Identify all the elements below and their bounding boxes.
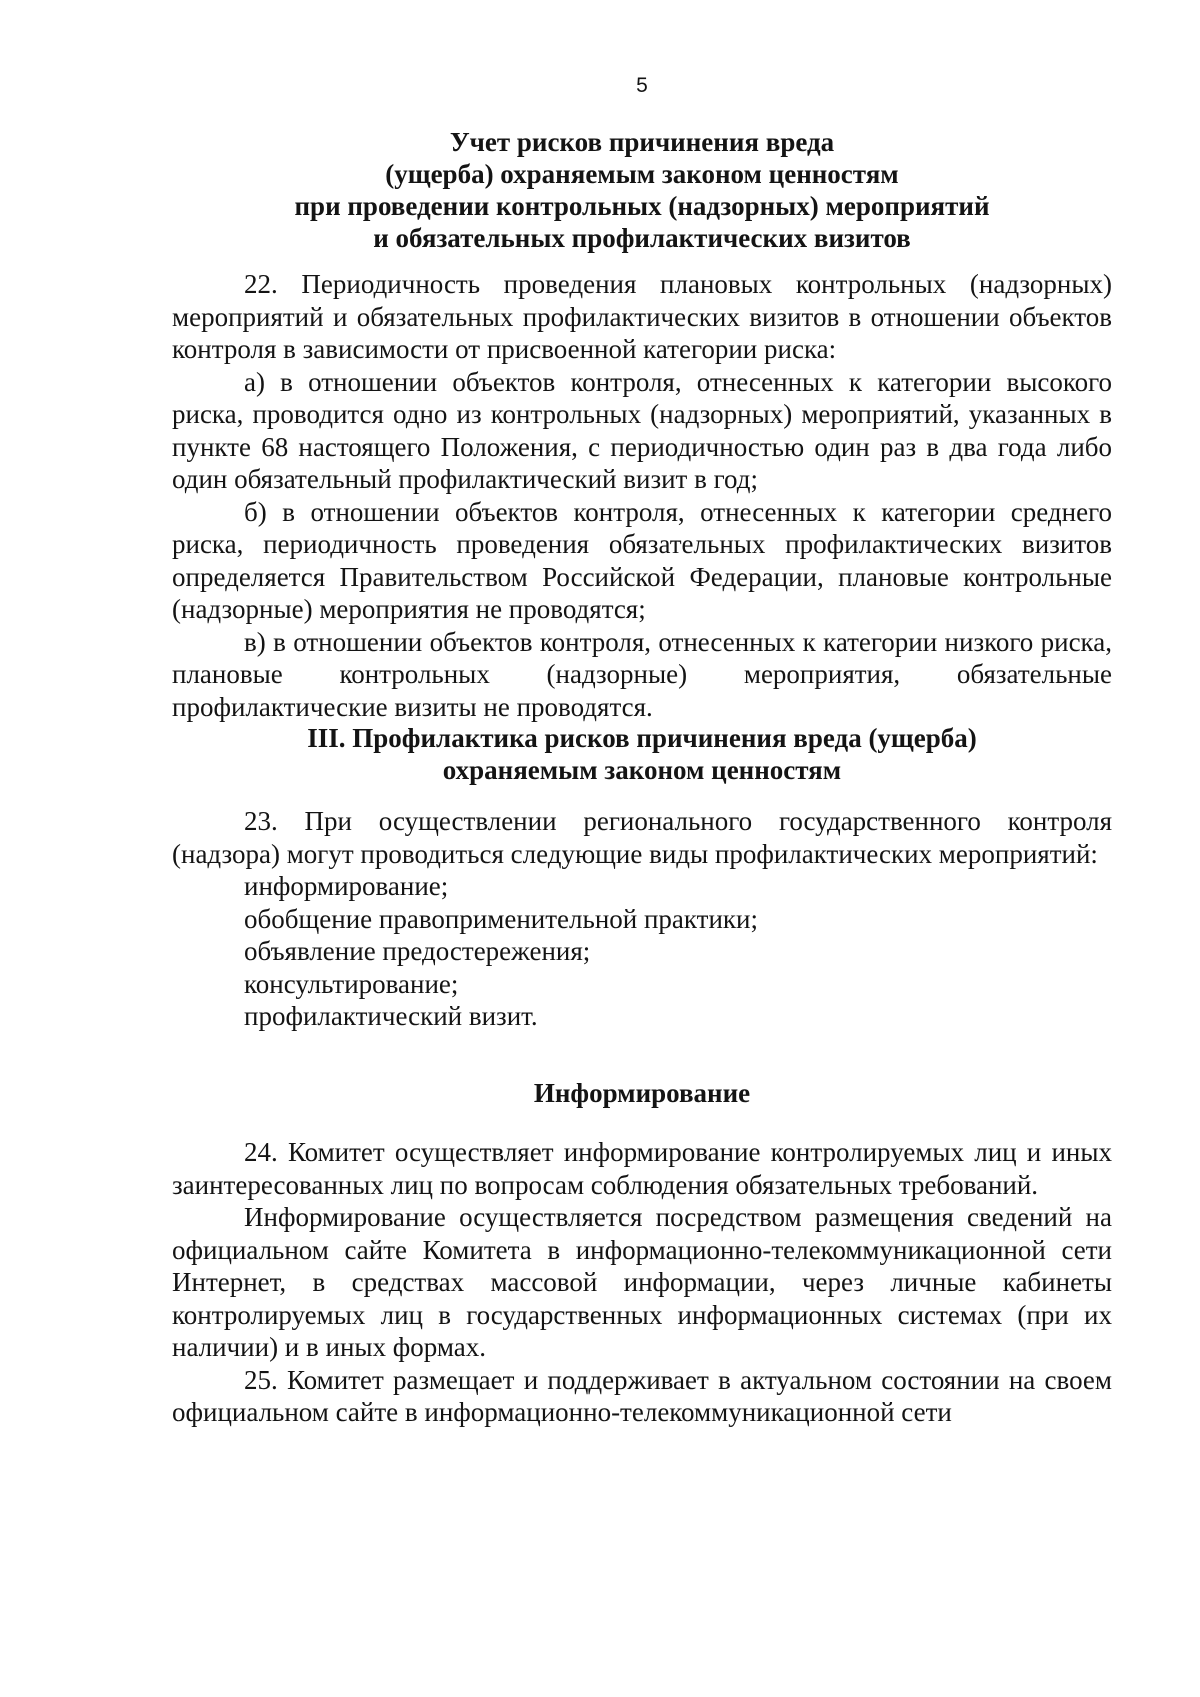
list-item: объявление предостережения; <box>244 936 591 966</box>
title-line: охраняемым законом ценностям <box>442 755 842 785</box>
section-prevention-title <box>172 722 1112 786</box>
paragraph-23: 23. При осуществлении регионального государственного контроля (надзора) могут проводиться следующие виды профилактических мероприятий: <box>172 806 1112 869</box>
title-line: при проведении контрольных (надзорных) мероприятий <box>294 191 990 221</box>
list-item: консультирование; <box>244 968 459 999</box>
list-item: обобщение правоприменительной практики; <box>244 903 758 934</box>
paragraph-22-c: в) в отношении объектов контроля, отнесенных к категории низкого риска, плановые контрольных (надзорные) мероприятия, обязательные профилактические визиты не проводятся. <box>172 626 1112 722</box>
paragraph-22-a: а) в отношении объектов контроля, отнесенных к категории высокого риска, проводится одно из контрольных (надзорных) мероприятий, указанных в пункте 68 настоящего Положения, с периодичностью один раз в два года либо один обязательный профилактический визит в год; <box>172 366 1112 494</box>
title-line: и обязательных профилактических визитов <box>373 223 911 253</box>
page-number: 5 <box>636 74 648 97</box>
title-line: Учет рисков причинения вреда <box>449 127 835 157</box>
paragraph-25: 25. Комитет размещает и поддерживает в актуальном состоянии на своем официальном сайте в информационно-телекоммуникационной сети <box>172 1364 1112 1427</box>
section-prevention-body <box>172 805 1112 1033</box>
title-line: III. Профилактика рисков причинения вреда (ущерба) <box>307 723 977 753</box>
list-item: профилактический визит. <box>244 1001 538 1031</box>
section-risk-accounting-title <box>172 126 1112 254</box>
section-informing-title: Информирование <box>533 1078 751 1108</box>
section-risk-accounting-body <box>172 268 1112 723</box>
paragraph-22-b: б) в отношении объектов контроля, отнесенных к категории среднего риска, периодичность проведения обязательных профилактических визитов определяется Правительством Российской Федерации, плановые контрольные (надзорные) мероприятия не проводятся; <box>172 496 1112 624</box>
section-informing-body <box>172 1136 1112 1429</box>
paragraph-24: 24. Комитет осуществляет информирование контролируемых лиц и иных заинтересованных лиц по вопросам соблюдения обязательных требований. <box>172 1137 1112 1200</box>
title-line: (ущерба) охраняемым законом ценностям <box>385 159 899 189</box>
list-item: информирование; <box>244 871 449 901</box>
paragraph-24-informing: Информирование осуществляется посредством размещения сведений на официальном сайте Комитета в информационно-телекоммуникационной сети Интернет, в средствах массовой информации, через личные кабинеты контролируемых лиц в государственных информационных системах (при их наличии) и в иных формах. <box>172 1202 1112 1362</box>
paragraph-22: 22. Периодичность проведения плановых контрольных (надзорных) мероприятий и обязательных профилактических визитов в отношении объектов контроля в зависимости от присвоенной категории риска: <box>172 269 1112 364</box>
